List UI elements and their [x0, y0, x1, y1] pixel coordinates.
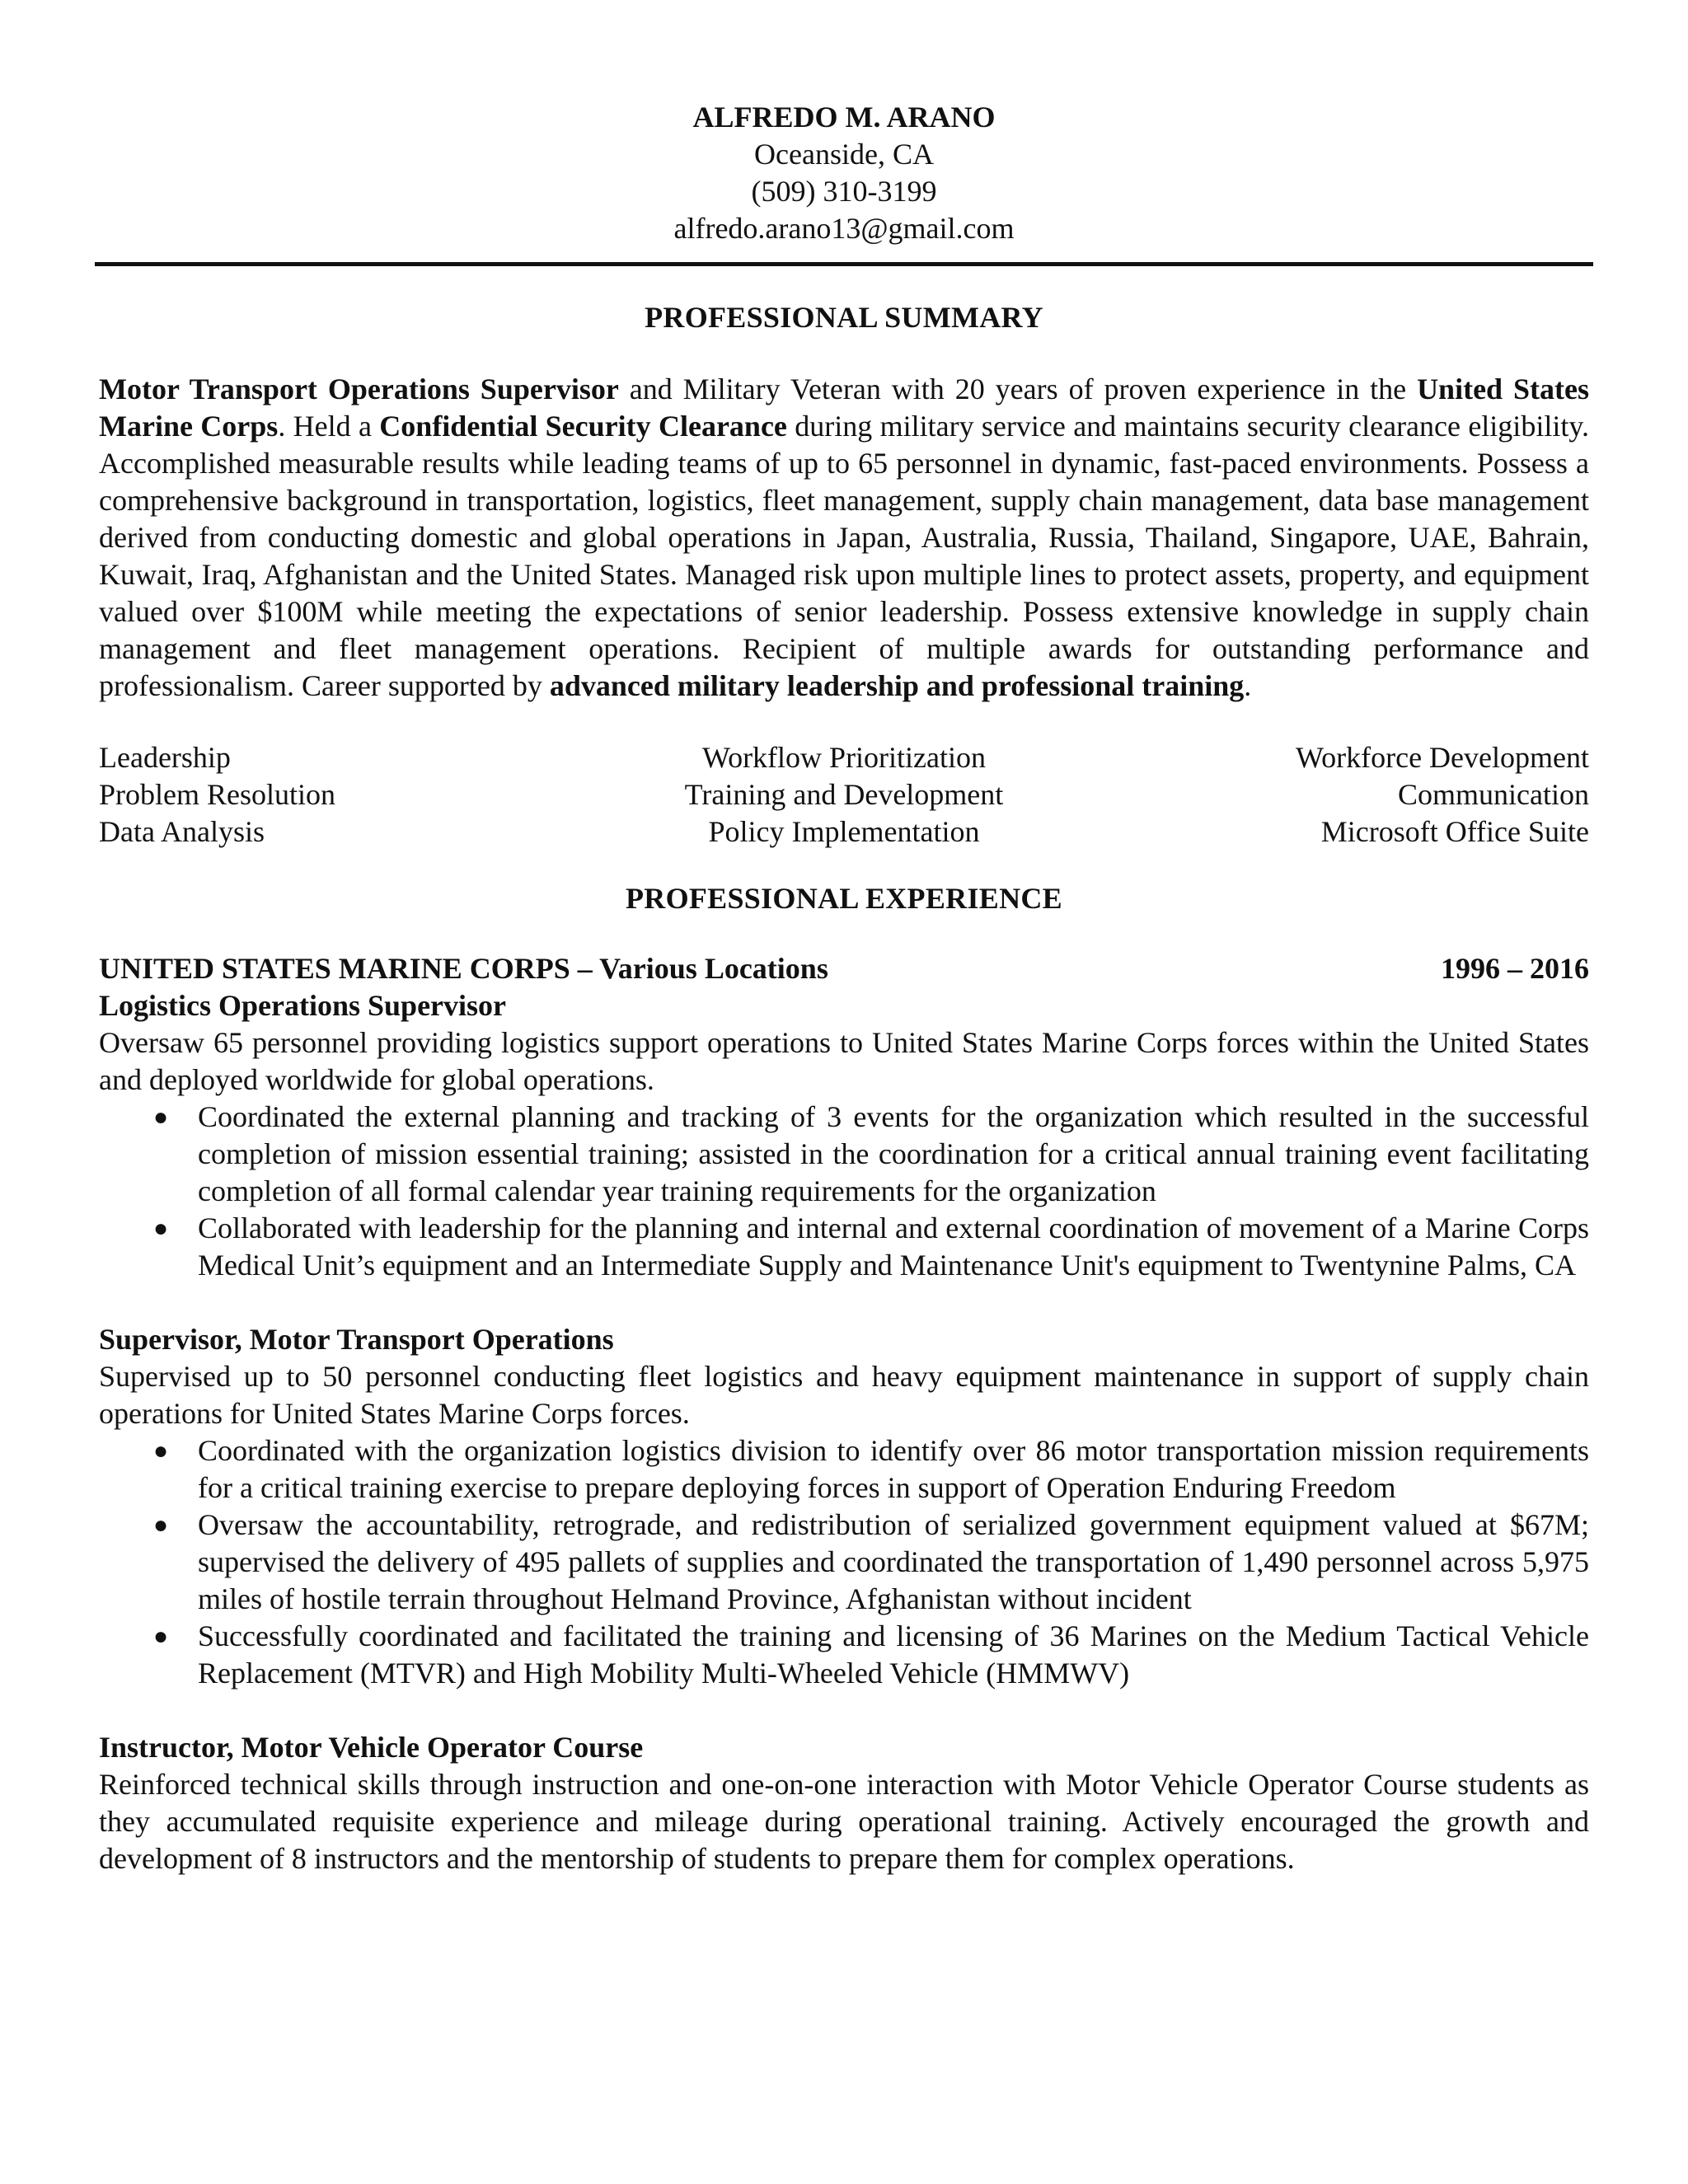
skill-item: Communication — [1398, 778, 1589, 811]
role-title: Supervisor, Motor Transport Operations — [99, 1323, 614, 1356]
header-divider — [95, 262, 1593, 266]
bullet-icon: ● — [153, 1215, 169, 1242]
skills-grid — [99, 739, 1589, 851]
bullet-icon: ● — [153, 1437, 169, 1465]
skill-item: Microsoft Office Suite — [1320, 815, 1589, 848]
bullet-item — [99, 1210, 1589, 1284]
role-title: Instructor, Motor Vehicle Operator Course — [99, 1731, 644, 1764]
bullet-text: Coordinated with the organization logistics division to identify over 86 motor transportation mission requirements for a critical training exercise to prepare deploying forces in support of Operation Enduring Freedom — [198, 1434, 1589, 1504]
employer-row — [99, 950, 1589, 987]
resume-page — [99, 99, 1589, 1877]
summary-part: advanced military leadership and professional training — [549, 669, 1245, 702]
skill-item: Workflow Prioritization — [701, 741, 987, 774]
bullet-item — [99, 1618, 1589, 1692]
summary-part: and Military Veteran with 20 years of proven experience in the — [618, 373, 1418, 405]
bullet-item — [99, 1099, 1589, 1210]
bullet-text: Coordinated the external planning and tracking of 3 events for the organization which resulted in the successful completion of mission essential training; assisted in the coordination for a critical annual training event facilitating completion of all formal calendar year training requirements for the organization — [198, 1100, 1589, 1207]
role-description: Oversaw 65 personnel providing logistics support operations to United States Marine Corps forces within the United States and deployed worldwide for global operations. — [99, 1026, 1589, 1096]
skill-item: Training and Development — [684, 778, 1004, 811]
bullet-text: Successfully coordinated and facilitated the training and licensing of 36 Marines on the Medium Tactical Vehicle Replacement (MTVR) and High Mobility Multi-Wheeled Vehicle (HMMWV) — [198, 1619, 1589, 1690]
candidate-name: ALFREDO M. ARANO — [692, 101, 996, 134]
skill-item: Data Analysis — [99, 815, 265, 848]
bullet-item — [99, 1507, 1589, 1618]
candidate-email: alfredo.arano13@gmail.com — [673, 212, 1015, 245]
summary-part: Confidential Security Clearance — [379, 410, 787, 443]
skill-item: Problem Resolution — [99, 778, 335, 811]
employer-name: UNITED STATES MARINE CORPS – Various Locations — [99, 952, 828, 985]
summary-part: . — [1244, 669, 1252, 702]
bullet-text: Oversaw the accountability, retrograde, and redistribution of serialized government equipment valued at $67M; supervised the delivery of 495 pallets of supplies and coordinated the transportation of 1,490 personnel across 5,975 miles of hostile terrain throughout Helmand Province, Afghanistan without incident — [198, 1508, 1589, 1615]
candidate-phone: (509) 310-3199 — [751, 175, 937, 208]
role-bullets — [99, 1432, 1589, 1692]
summary-part: United States Marine Corps — [99, 373, 1589, 443]
experience-heading: PROFESSIONAL EXPERIENCE — [625, 882, 1062, 915]
bullet-icon: ● — [153, 1104, 169, 1131]
bullet-item — [99, 1432, 1589, 1507]
role-description: Reinforced technical skills through instruction and one-on-one interaction with Motor Vehicle Operator Course students as they accumulated requisite experience and mileage during operational training. Actively encouraged the growth and development of 8 instructors and the mentorship of students to prepare them for complex operations. — [99, 1768, 1589, 1875]
resume-header — [99, 99, 1589, 247]
bullet-icon: ● — [153, 1511, 169, 1539]
candidate-location: Oceanside, CA — [754, 138, 934, 171]
employment-dates: 1996 – 2016 — [1441, 952, 1589, 985]
skill-item: Leadership — [99, 741, 231, 774]
role-bullets — [99, 1099, 1589, 1284]
skill-item: Workforce Development — [1296, 741, 1589, 774]
bullet-text: Collaborated with leadership for the planning and internal and external coordination of movement of a Marine Corps Medical Unit’s equipment and an Intermediate Supply and Maintenance Unit's equipment to Twentynine Palms, CA — [198, 1212, 1589, 1282]
summary-heading: PROFESSIONAL SUMMARY — [645, 301, 1043, 334]
summary-paragraph — [99, 371, 1589, 705]
role-title: Logistics Operations Supervisor — [99, 989, 507, 1022]
summary-part: during military service and maintains security clearance eligibility. Accomplished measurable results while leading teams of up to 65 personnel in dynamic, fast-paced environments. Possess a comprehensive background in transportation, logistics, fleet management, supply chain management, data base management derived from conducting domestic and global operations in Japan, Australia, Russia, Thailand, Singapore, UAE, Bahrain, Kuwait, Iraq, Afghanistan and the United States. Managed risk upon multiple lines to protect assets, property, and equipment valued over $100M while meeting the expectations of senior leadership. Possess extensive knowledge in supply chain management and fleet management operations. Recipient of multiple awards for outstanding performance and professionalism. Career supported by — [99, 410, 1589, 702]
skill-item: Policy Implementation — [708, 815, 980, 848]
role-description: Supervised up to 50 personnel conducting fleet logistics and heavy equipment maintenance in support of supply chain operations for United States Marine Corps forces. — [99, 1360, 1589, 1430]
bullet-icon: ● — [153, 1623, 169, 1650]
summary-part: Motor Transport Operations Supervisor — [99, 373, 619, 405]
summary-part: . Held a — [278, 410, 380, 443]
